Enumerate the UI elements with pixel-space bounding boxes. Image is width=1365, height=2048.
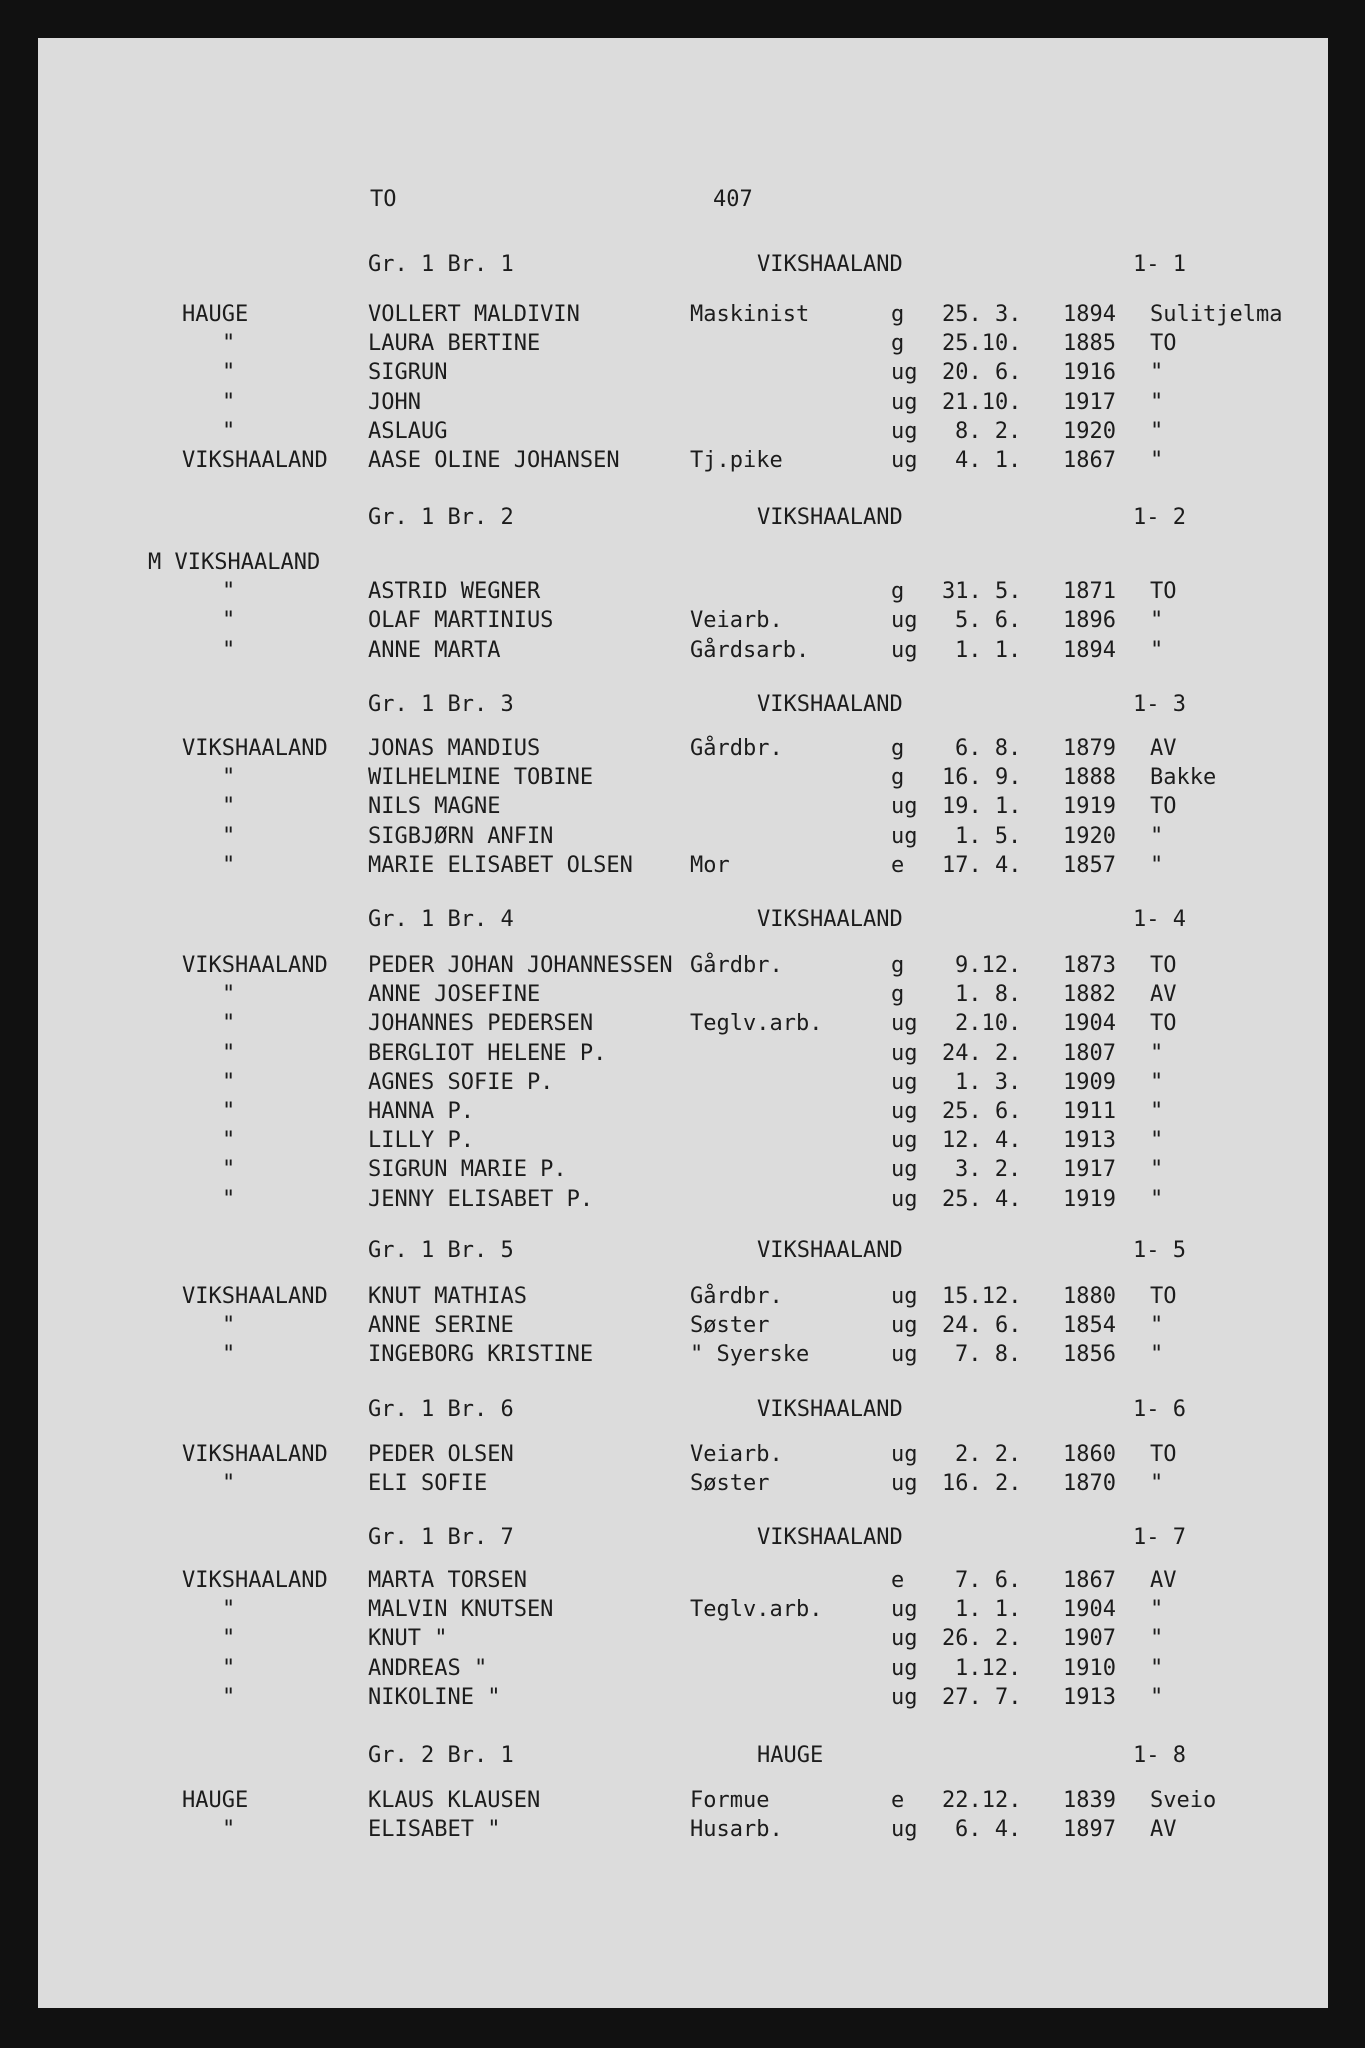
- person-place: ": [1150, 852, 1164, 878]
- household-number: Gr. 1 Br. 5: [368, 1238, 514, 1263]
- person-surname: ": [222, 331, 236, 357]
- household-header: [0, 503, 1365, 533]
- person-status: ug: [891, 418, 918, 444]
- person-year: 1920: [1063, 823, 1116, 849]
- person-place: Bakke: [1150, 765, 1217, 791]
- person-place: ": [1150, 389, 1164, 415]
- person-row: [0, 734, 1365, 764]
- person-place: ": [1150, 823, 1164, 849]
- person-status: g: [891, 953, 905, 978]
- person-row: [0, 1155, 1365, 1185]
- person-status: ug: [891, 1655, 918, 1681]
- household-number: Gr. 1 Br. 6: [368, 1397, 514, 1422]
- person-surname: ": [222, 1597, 236, 1623]
- person-surname: ": [222, 1011, 236, 1037]
- person-date: 2. 2.: [955, 1442, 1022, 1467]
- person-status: ug: [891, 1817, 918, 1843]
- person-name: SIGRUN MARIE P.: [368, 1157, 567, 1183]
- person-role: Maskinist: [690, 302, 810, 327]
- person-status: ug: [891, 360, 918, 386]
- person-status: g: [891, 736, 905, 761]
- person-place: ": [1150, 1069, 1164, 1095]
- person-status: ug: [891, 448, 918, 473]
- person-date: 25. 3.: [942, 302, 1022, 327]
- person-role: Gårdbr.: [690, 953, 783, 978]
- person-name: KLAUS KLAUSEN: [368, 1788, 541, 1813]
- person-date: 1. 3.: [955, 1069, 1022, 1095]
- person-surname: ": [222, 1157, 236, 1183]
- person-place: TO: [1150, 1284, 1177, 1309]
- person-surname: ": [222, 1817, 236, 1843]
- person-name: WILHELMINE TOBINE: [368, 765, 594, 791]
- person-status: ug: [891, 1626, 918, 1652]
- person-date: 8. 2.: [955, 418, 1022, 444]
- person-name: LILLY P.: [368, 1128, 474, 1154]
- person-role: Teglv.arb.: [690, 1011, 823, 1037]
- person-year: 1896: [1063, 608, 1116, 634]
- household-header: [0, 1523, 1365, 1553]
- person-date: 19. 1.: [942, 794, 1022, 820]
- person-year: 1911: [1063, 1099, 1116, 1124]
- person-place: Sulitjelma: [1150, 302, 1283, 327]
- person-place: ": [1150, 1099, 1164, 1124]
- person-row: [0, 763, 1365, 793]
- person-surname: ": [222, 1342, 236, 1368]
- person-date: 7. 8.: [955, 1342, 1022, 1368]
- person-date: 12. 4.: [942, 1128, 1022, 1154]
- person-year: 1894: [1063, 637, 1116, 663]
- person-row: [0, 1786, 1365, 1816]
- farm-name: VIKSHAALAND: [757, 505, 903, 530]
- person-role: Gårdbr.: [690, 736, 783, 761]
- household-number: Gr. 1 Br. 3: [368, 692, 514, 717]
- person-row: [0, 606, 1365, 636]
- person-surname: VIKSHAALAND: [182, 1568, 328, 1593]
- person-name: KNUT ": [368, 1626, 448, 1652]
- person-role: Formue: [690, 1788, 770, 1813]
- person-status: e: [891, 852, 905, 878]
- person-row: [0, 388, 1365, 418]
- person-role: Søster: [690, 1313, 770, 1339]
- person-year: 1919: [1063, 1186, 1116, 1212]
- person-name: ASTRID WEGNER: [368, 579, 541, 605]
- person-name: INGEBORG KRISTINE: [368, 1342, 594, 1368]
- person-status: e: [891, 1568, 905, 1593]
- person-name: MARIE ELISABET OLSEN: [368, 852, 633, 878]
- person-surname: ": [222, 579, 236, 605]
- sequence-number: 1- 2: [1133, 505, 1186, 530]
- person-date: 25.10.: [942, 331, 1022, 357]
- person-year: 1913: [1063, 1128, 1116, 1154]
- person-place: ": [1150, 360, 1164, 386]
- person-year: 1909: [1063, 1069, 1116, 1095]
- person-name: ANNE JOSEFINE: [368, 982, 541, 1008]
- person-date: 27. 7.: [942, 1684, 1022, 1710]
- person-row: [0, 300, 1365, 330]
- person-status: ug: [891, 1684, 918, 1710]
- person-year: 1894: [1063, 302, 1116, 327]
- person-place: AV: [1150, 1568, 1177, 1593]
- household-header: [0, 1236, 1365, 1266]
- person-place: ": [1150, 1471, 1164, 1497]
- person-year: 1913: [1063, 1684, 1116, 1710]
- farm-name: VIKSHAALAND: [757, 252, 903, 277]
- page-region: TO: [370, 187, 397, 212]
- household-number: Gr. 1 Br. 2: [368, 505, 514, 530]
- person-surname: ": [222, 794, 236, 820]
- person-date: 16. 9.: [942, 765, 1022, 791]
- person-name: JOHANNES PEDERSEN: [368, 1011, 594, 1037]
- person-role: Veiarb.: [690, 1442, 783, 1467]
- person-year: 1907: [1063, 1626, 1116, 1652]
- person-name: AGNES SOFIE P.: [368, 1069, 554, 1095]
- person-year: 1885: [1063, 331, 1116, 357]
- person-place: ": [1150, 608, 1164, 634]
- person-row: [0, 1595, 1365, 1625]
- person-surname: M VIKSHAALAND: [148, 550, 321, 575]
- person-status: ug: [891, 1157, 918, 1183]
- person-name: AASE OLINE JOHANSEN: [368, 448, 620, 473]
- person-place: TO: [1150, 331, 1177, 357]
- person-year: 1856: [1063, 1342, 1116, 1368]
- person-surname: ": [222, 608, 236, 634]
- person-status: ug: [891, 1099, 918, 1124]
- person-year: 1910: [1063, 1655, 1116, 1681]
- person-status: ug: [891, 1442, 918, 1467]
- person-year: 1839: [1063, 1788, 1116, 1813]
- person-name: ANNE SERINE: [368, 1313, 514, 1339]
- person-row: [0, 1683, 1365, 1713]
- household-number: Gr. 1 Br. 7: [368, 1525, 514, 1550]
- person-date: 1. 5.: [955, 823, 1022, 849]
- household-number: Gr. 1 Br. 4: [368, 907, 514, 932]
- page-number: 407: [713, 187, 753, 212]
- person-place: AV: [1150, 982, 1177, 1008]
- person-surname: ": [222, 1128, 236, 1154]
- person-status: g: [891, 765, 905, 791]
- person-date: 21.10.: [942, 389, 1022, 415]
- person-surname: VIKSHAALAND: [182, 1442, 328, 1467]
- person-place: ": [1150, 1157, 1164, 1183]
- person-date: 9.12.: [955, 953, 1022, 978]
- person-place: ": [1150, 448, 1164, 473]
- household-header: [0, 250, 1365, 280]
- person-surname: ": [222, 1099, 236, 1124]
- person-date: 24. 2.: [942, 1040, 1022, 1066]
- person-name: NIKOLINE ": [368, 1684, 501, 1710]
- person-date: 24. 6.: [942, 1313, 1022, 1339]
- person-name: VOLLERT MALDIVIN: [368, 302, 580, 327]
- person-status: ug: [891, 1186, 918, 1212]
- person-surname: ": [222, 852, 236, 878]
- person-row: [0, 1311, 1365, 1341]
- person-name: ASLAUG: [368, 418, 448, 444]
- person-surname: ": [222, 1684, 236, 1710]
- person-year: 1873: [1063, 953, 1116, 978]
- person-row: [0, 1039, 1365, 1069]
- person-status: ug: [891, 1471, 918, 1497]
- person-year: 1860: [1063, 1442, 1116, 1467]
- sequence-number: 1- 4: [1133, 907, 1186, 932]
- person-status: ug: [891, 1069, 918, 1095]
- person-surname: ": [222, 1186, 236, 1212]
- person-date: 7. 6.: [955, 1568, 1022, 1593]
- farm-name: VIKSHAALAND: [757, 692, 903, 717]
- person-year: 1854: [1063, 1313, 1116, 1339]
- person-name: HANNA P.: [368, 1099, 474, 1124]
- person-date: 31. 5.: [942, 579, 1022, 605]
- person-year: 1916: [1063, 360, 1116, 386]
- person-name: SIGBJØRN ANFIN: [368, 823, 554, 849]
- person-name: MARTA TORSEN: [368, 1568, 527, 1593]
- person-date: 17. 4.: [942, 852, 1022, 878]
- person-status: g: [891, 579, 905, 605]
- person-surname: VIKSHAALAND: [182, 448, 328, 473]
- person-surname: HAUGE: [182, 302, 249, 327]
- household-header: [0, 690, 1365, 720]
- person-date: 4. 1.: [955, 448, 1022, 473]
- person-role: Mor: [690, 852, 730, 878]
- person-place: TO: [1150, 1442, 1177, 1467]
- person-name: ANNE MARTA: [368, 637, 501, 663]
- person-status: ug: [891, 608, 918, 634]
- person-surname: VIKSHAALAND: [182, 1284, 328, 1309]
- person-status: ug: [891, 1040, 918, 1066]
- farm-name: HAUGE: [757, 1743, 824, 1768]
- person-role: Gårdbr.: [690, 1284, 783, 1309]
- person-place: TO: [1150, 794, 1177, 820]
- person-row: [0, 1097, 1365, 1127]
- person-row: [0, 792, 1365, 822]
- person-row: [0, 1469, 1365, 1499]
- person-year: 1904: [1063, 1011, 1116, 1037]
- person-date: 2.10.: [955, 1011, 1022, 1037]
- person-status: ug: [891, 637, 918, 663]
- person-row: [0, 548, 1365, 578]
- person-place: AV: [1150, 1817, 1177, 1843]
- sequence-number: 1- 5: [1133, 1238, 1186, 1263]
- person-surname: ": [222, 637, 236, 663]
- person-row: [0, 577, 1365, 607]
- person-row: [0, 1624, 1365, 1654]
- page-header: [0, 185, 1365, 215]
- person-surname: HAUGE: [182, 1788, 249, 1813]
- person-name: PEDER JOHAN JOHANNESSEN: [368, 953, 673, 978]
- household-header: [0, 905, 1365, 935]
- person-role: Søster: [690, 1471, 770, 1497]
- person-place: ": [1150, 1684, 1164, 1710]
- farm-name: VIKSHAALAND: [757, 1525, 903, 1550]
- person-year: 1920: [1063, 418, 1116, 444]
- person-place: TO: [1150, 579, 1177, 605]
- person-name: JONAS MANDIUS: [368, 736, 541, 761]
- person-name: NILS MAGNE: [368, 794, 501, 820]
- person-name: ANDREAS ": [368, 1655, 488, 1681]
- person-status: ug: [891, 1011, 918, 1037]
- person-year: 1888: [1063, 765, 1116, 791]
- person-place: ": [1150, 1597, 1164, 1623]
- person-year: 1870: [1063, 1471, 1116, 1497]
- person-row: [0, 822, 1365, 852]
- person-date: 16. 2.: [942, 1471, 1022, 1497]
- household-number: Gr. 2 Br. 1: [368, 1743, 514, 1768]
- person-date: 20. 6.: [942, 360, 1022, 386]
- person-row: [0, 1068, 1365, 1098]
- person-date: 1.12.: [955, 1655, 1022, 1681]
- person-row: [0, 1340, 1365, 1370]
- household-header: [0, 1395, 1365, 1425]
- person-place: AV: [1150, 736, 1177, 761]
- person-role: Veiarb.: [690, 608, 783, 634]
- person-name: JENNY ELISABET P.: [368, 1186, 594, 1212]
- person-name: PEDER OLSEN: [368, 1442, 514, 1467]
- person-surname: ": [222, 1626, 236, 1652]
- person-date: 5. 6.: [955, 608, 1022, 634]
- person-row: [0, 358, 1365, 388]
- person-row: [0, 1566, 1365, 1596]
- person-row: [0, 1126, 1365, 1156]
- farm-name: VIKSHAALAND: [757, 907, 903, 932]
- person-row: [0, 1440, 1365, 1470]
- person-date: 22.12.: [942, 1788, 1022, 1813]
- sequence-number: 1- 3: [1133, 692, 1186, 717]
- person-place: ": [1150, 1186, 1164, 1212]
- person-year: 1882: [1063, 982, 1116, 1008]
- person-name: ELI SOFIE: [368, 1471, 488, 1497]
- person-surname: ": [222, 765, 236, 791]
- person-year: 1867: [1063, 448, 1116, 473]
- person-surname: VIKSHAALAND: [182, 736, 328, 761]
- person-place: Sveio: [1150, 1788, 1217, 1813]
- person-status: ug: [891, 1128, 918, 1154]
- person-date: 25. 4.: [942, 1186, 1022, 1212]
- person-name: BERGLIOT HELENE P.: [368, 1040, 607, 1066]
- person-place: TO: [1150, 953, 1177, 978]
- person-role: Teglv.arb.: [690, 1597, 823, 1623]
- person-surname: ": [222, 1471, 236, 1497]
- person-row: [0, 329, 1365, 359]
- person-place: TO: [1150, 1011, 1177, 1037]
- person-surname: ": [222, 982, 236, 1008]
- farm-name: VIKSHAALAND: [757, 1238, 903, 1263]
- person-place: ": [1150, 1626, 1164, 1652]
- person-year: 1897: [1063, 1817, 1116, 1843]
- person-date: 15.12.: [942, 1284, 1022, 1309]
- person-year: 1917: [1063, 1157, 1116, 1183]
- farm-name: VIKSHAALAND: [757, 1397, 903, 1422]
- person-name: LAURA BERTINE: [368, 331, 541, 357]
- person-place: ": [1150, 418, 1164, 444]
- sequence-number: 1- 6: [1133, 1397, 1186, 1422]
- person-role: Gårdsarb.: [690, 637, 810, 663]
- person-year: 1807: [1063, 1040, 1116, 1066]
- person-row: [0, 1282, 1365, 1312]
- person-surname: ": [222, 1069, 236, 1095]
- person-place: ": [1150, 1655, 1164, 1681]
- person-place: ": [1150, 1342, 1164, 1368]
- person-name: JOHN: [368, 389, 421, 415]
- sequence-number: 1- 8: [1133, 1743, 1186, 1768]
- person-date: 3. 2.: [955, 1157, 1022, 1183]
- person-surname: ": [222, 360, 236, 386]
- person-status: ug: [891, 1597, 918, 1623]
- person-year: 1857: [1063, 852, 1116, 878]
- person-date: 26. 2.: [942, 1626, 1022, 1652]
- person-row: [0, 1654, 1365, 1684]
- person-date: 6. 8.: [955, 736, 1022, 761]
- person-date: 1. 8.: [955, 982, 1022, 1008]
- person-row: [0, 446, 1365, 476]
- person-row: [0, 951, 1365, 981]
- person-year: 1917: [1063, 389, 1116, 415]
- person-year: 1904: [1063, 1597, 1116, 1623]
- person-year: 1880: [1063, 1284, 1116, 1309]
- person-row: [0, 1815, 1365, 1845]
- person-surname: ": [222, 1040, 236, 1066]
- person-surname: ": [222, 418, 236, 444]
- person-status: e: [891, 1788, 905, 1813]
- person-role: Husarb.: [690, 1817, 783, 1843]
- person-status: g: [891, 982, 905, 1008]
- household-header: [0, 1741, 1365, 1771]
- person-role: Tj.pike: [690, 448, 783, 473]
- person-date: 6. 4.: [955, 1817, 1022, 1843]
- person-status: g: [891, 302, 905, 327]
- person-status: ug: [891, 1284, 918, 1309]
- person-surname: VIKSHAALAND: [182, 953, 328, 978]
- person-surname: ": [222, 823, 236, 849]
- person-date: 25. 6.: [942, 1099, 1022, 1124]
- person-place: ": [1150, 1313, 1164, 1339]
- person-year: 1879: [1063, 736, 1116, 761]
- person-name: ELISABET ": [368, 1817, 501, 1843]
- person-place: ": [1150, 637, 1164, 663]
- person-row: [0, 980, 1365, 1010]
- person-surname: ": [222, 389, 236, 415]
- sequence-number: 1- 7: [1133, 1525, 1186, 1550]
- person-year: 1867: [1063, 1568, 1116, 1593]
- sequence-number: 1- 1: [1133, 252, 1186, 277]
- person-status: ug: [891, 794, 918, 820]
- household-number: Gr. 1 Br. 1: [368, 252, 514, 277]
- person-role: " Syerske: [690, 1342, 810, 1368]
- person-row: [0, 1009, 1365, 1039]
- person-row: [0, 417, 1365, 447]
- person-status: ug: [891, 389, 918, 415]
- person-year: 1919: [1063, 794, 1116, 820]
- person-row: [0, 851, 1365, 881]
- person-status: g: [891, 331, 905, 357]
- person-year: 1871: [1063, 579, 1116, 605]
- person-name: SIGRUN: [368, 360, 448, 386]
- person-date: 1. 1.: [955, 637, 1022, 663]
- person-place: ": [1150, 1040, 1164, 1066]
- person-name: KNUT MATHIAS: [368, 1284, 527, 1309]
- person-name: MALVIN KNUTSEN: [368, 1597, 554, 1623]
- person-status: ug: [891, 1342, 918, 1368]
- person-name: OLAF MARTINIUS: [368, 608, 554, 634]
- person-status: ug: [891, 823, 918, 849]
- person-place: ": [1150, 1128, 1164, 1154]
- person-surname: ": [222, 1655, 236, 1681]
- person-status: ug: [891, 1313, 918, 1339]
- person-date: 1. 1.: [955, 1597, 1022, 1623]
- person-row: [0, 1185, 1365, 1215]
- person-surname: ": [222, 1313, 236, 1339]
- person-row: [0, 636, 1365, 666]
